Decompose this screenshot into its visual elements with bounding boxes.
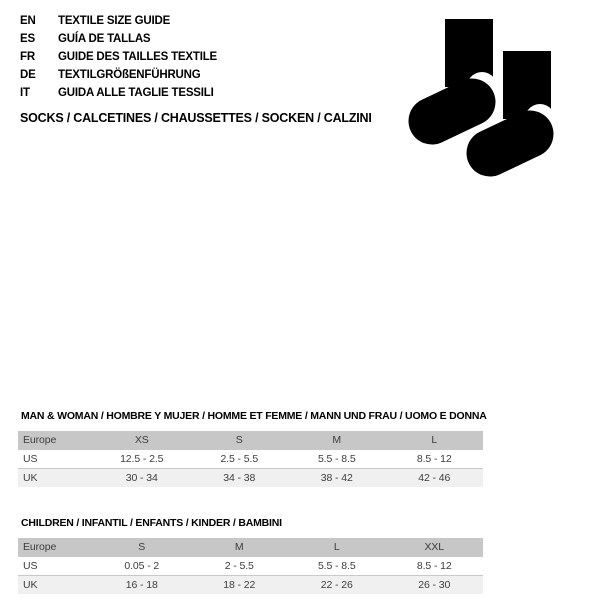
table-header-row [18,538,483,557]
column-header: L [431,434,438,446]
size-value: 2 - 5.5 [224,560,254,572]
size-value: 18 - 22 [223,579,256,591]
language-label: TEXTILGRÖßENFÜHRUNG [58,69,201,81]
size-value: 42 - 46 [418,472,451,484]
size-value: 34 - 38 [223,472,256,484]
language-code: ES [20,33,35,45]
size-value: 5.5 - 8.5 [317,453,356,465]
language-code: DE [20,69,36,81]
language-row-es [20,30,217,48]
socks-icon [405,15,565,181]
table-row-uk [18,576,483,594]
language-code: FR [20,51,35,63]
row-label: US [23,560,38,572]
category-title: SOCKS / CALCETINES / CHAUSSETTES / SOCKEN / CALZINI [20,111,372,125]
language-label: TEXTILE SIZE GUIDE [58,15,171,27]
row-label: US [23,453,38,465]
column-header: S [138,541,146,553]
language-row-fr [20,48,217,66]
language-code: EN [20,15,36,27]
column-header: M [234,541,244,553]
sock-right [490,51,557,153]
size-value: 8.5 - 12 [416,560,452,572]
language-row-en [20,12,217,30]
language-label: GUIDE DES TAILLES TEXTILE [58,51,217,63]
size-value: 8.5 - 12 [416,453,452,465]
size-value: 26 - 30 [418,579,451,591]
sock-left [432,19,499,121]
size-value: 16 - 18 [125,579,158,591]
table-row-uk [18,469,483,487]
column-header: XXL [424,541,445,553]
row-label: UK [23,579,38,591]
size-value: 22 - 26 [320,579,353,591]
size-value: 5.5 - 8.5 [317,560,356,572]
language-row-de [20,66,217,84]
size-value: 30 - 34 [125,472,158,484]
column-header: XS [134,434,149,446]
row-label: UK [23,472,38,484]
language-label: GUÍA DE TALLAS [58,33,151,45]
table-header-row [18,431,483,450]
size-table-children [18,516,483,594]
size-value: 12.5 - 2.5 [120,453,164,465]
language-list [20,12,217,102]
size-value: 2.5 - 5.5 [220,453,259,465]
column-header: M [332,434,342,446]
table-row-us [18,450,483,469]
size-table-title: CHILDREN / INFANTIL / ENFANTS / KINDER / BAMBINI [21,517,282,529]
column-header: Europe [23,541,57,553]
column-header: S [235,434,243,446]
language-label: GUIDA ALLE TAGLIE TESSILI [58,87,214,99]
language-code: IT [20,87,30,99]
table-row-us [18,557,483,576]
size-value: 38 - 42 [320,472,353,484]
column-header: L [333,541,340,553]
size-table-man-woman [18,409,487,487]
size-value: 0.05 - 2 [124,560,160,572]
size-table-title: MAN & WOMAN / HOMBRE Y MUJER / HOMME ET FEMME / MANN UND FRAU / UOMO E DONNA [21,410,487,422]
language-row-it [20,84,217,102]
column-header: Europe [23,434,57,446]
